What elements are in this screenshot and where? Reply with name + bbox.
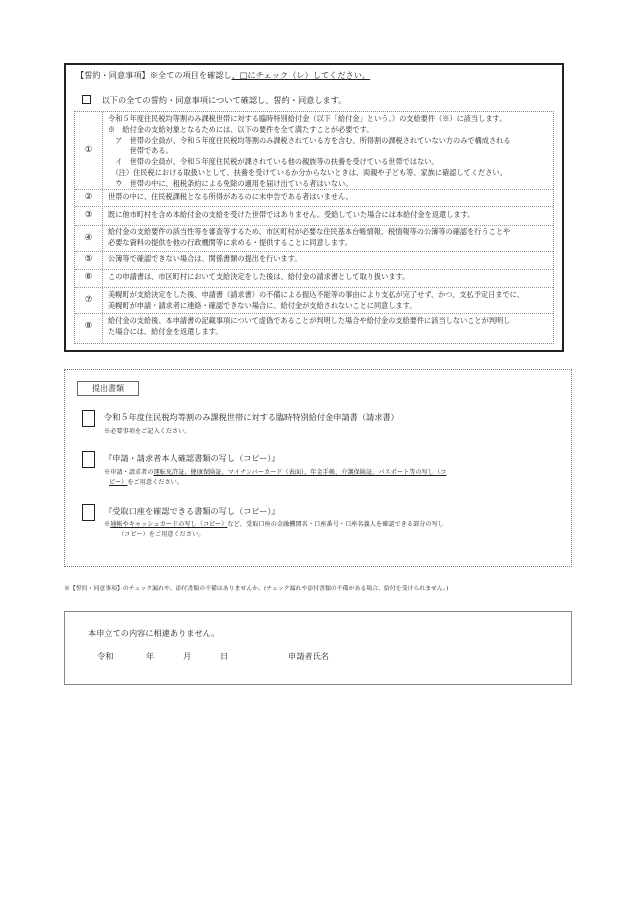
item-2-text: 世帯の中に、住民税課税となる所得があるのに未申告である者はいません。 xyxy=(108,192,353,201)
row-divider xyxy=(75,269,553,270)
agree-row[interactable] xyxy=(82,94,346,106)
row-divider xyxy=(75,225,553,226)
item-6-text: この申請書は、市区町村において支給決定をした後は、給付金の請求書として取り扱います。 xyxy=(108,272,410,281)
document-2-note-2 xyxy=(109,478,183,488)
document-3-title: 『受取口座を確認できる書類の写し（コピー）』 xyxy=(104,506,280,516)
column-divider xyxy=(102,112,103,343)
row-divider xyxy=(75,189,553,190)
year-label: 年 xyxy=(146,651,155,661)
item-line: （注）住民税における取扱いとして、扶養を受けているか分からないときは、両親や子ども等、家族に確認してください。 xyxy=(108,167,507,177)
item-number: ⑦ xyxy=(84,295,93,305)
document-1-title: 令和５年度住民税均等割のみ課税世帯に対する臨時特別給付金申請書（請求書） xyxy=(104,412,399,422)
note-underlined: 運転免許証、健康保険証、マイナンバーカード（表面）、年金手帳、介護保険証、パスポート等の写し（コ xyxy=(153,469,447,476)
agree-checkbox[interactable] xyxy=(82,95,91,104)
item-line: イ 世帯の全員が、令和５年度住民税が課されている他の親族等の扶養を受けている世帯ではない。 xyxy=(108,157,439,167)
item-7-text xyxy=(108,290,524,312)
row-divider xyxy=(75,313,553,314)
item-line: た場合には、給付金を返還します。 xyxy=(108,326,223,336)
item-4-text xyxy=(108,227,510,249)
document-3-checkbox[interactable] xyxy=(82,504,95,521)
item-number: ⑧ xyxy=(84,321,93,331)
item-8-text xyxy=(108,316,510,338)
item-1-text xyxy=(108,114,511,190)
applicant-name-field[interactable] xyxy=(340,645,540,663)
note-underlined: 通帳やキャッシュカードの写し（コピー） xyxy=(110,521,228,528)
item-5-text: 公簿等で確認できない場合は、関係書類の提出を行います。 xyxy=(108,254,302,263)
consent-heading-underlined: 、□にチェック（レ）してください。 xyxy=(231,70,371,80)
item-line: 美幌町が申請・請求者に連絡・確認できない場合に、給付金が支給されないことに同意します。 xyxy=(108,300,417,310)
documents-tag: 提出書類 xyxy=(77,381,139,396)
item-number: ② xyxy=(84,192,93,202)
row-divider xyxy=(75,251,553,252)
consent-heading-instruction: ※全ての項目を確認し xyxy=(149,70,232,80)
note-text: ※申請・請求者の xyxy=(104,469,154,476)
day-label: 日 xyxy=(220,651,229,661)
document-3-note xyxy=(104,520,444,530)
item-line: ア 世帯の全員が、令和５年度住民税均等割のみ課税されている方を含む、所得割の課税されていない方のみで構成される xyxy=(108,135,511,145)
note-text: をご用意ください。 xyxy=(127,479,184,486)
note-text: など、受取口座の金融機関名・口座番号・口座名義人を確認できる部分の写し xyxy=(227,521,444,528)
item-line: 必要な資料の提供を他の行政機関等に求める・提供することに同意します。 xyxy=(108,237,352,247)
row-divider xyxy=(75,287,553,288)
item-line: 世帯である。 xyxy=(108,146,173,156)
document-2-checkbox[interactable] xyxy=(82,451,95,468)
document-2-title: 『申請・請求者本人確認書類の写し（コピー）』 xyxy=(104,453,280,463)
item-line: 給付金の支給要件の該当性等を審査等するため、市区町村が必要な住民基本台帳情報、税情報等の公簿等の確認を行うことや xyxy=(108,227,511,236)
consent-items-table xyxy=(74,111,554,344)
document-1-note: ※必要事項をご記入ください。 xyxy=(104,428,191,435)
item-number: ④ xyxy=(84,233,93,243)
declaration-statement: 本申立ての内容に相違ありません。 xyxy=(88,628,220,638)
footnote: ※【誓約・同意事項】のチェック漏れや、添付書類の不備はありませんか。(チェック漏れや添付書類の不備がある場合、給付を受けられません。) xyxy=(64,586,449,592)
item-number: ⑤ xyxy=(84,254,93,264)
note-text: ※ xyxy=(104,521,111,528)
item-line: ※ 給付金の支給対象となるためには、以下の要件を全て満たすことが必要です。 xyxy=(108,124,374,134)
era-label: 令和 xyxy=(97,651,114,661)
item-number: ① xyxy=(84,145,93,155)
item-line: 給付金の支給後、本申請書の記載事項について虚偽であることが判明した場合や給付金の支給要件に該当しないことが判明し xyxy=(108,316,511,325)
item-line: ウ 世帯の中に、租税条約による免除の適用を届け出ている者はいない。 xyxy=(108,178,353,188)
agree-label: 以下の全ての誓約・同意事項について確認し、誓約・同意します。 xyxy=(101,95,347,105)
item-number: ③ xyxy=(84,210,93,220)
consent-heading-label: 【誓約・同意事項】 xyxy=(76,70,150,80)
item-number: ⑥ xyxy=(84,272,93,282)
row-divider xyxy=(75,206,553,207)
item-line: 美幌町が支給決定をした後、申請書（請求書）の不備による振込不能等の事由により支払が完了せず、かつ、支払予定日までに、 xyxy=(108,290,525,299)
document-3-note-2: （コピー）をご用意ください。 xyxy=(118,531,205,538)
document-1-checkbox[interactable] xyxy=(82,410,95,427)
item-3-text: 既に他市町村を含め本給付金の支給を受けた世帯ではありません。受給していた場合には本給付金を返還します。 xyxy=(108,210,475,219)
note-underlined: ピー） xyxy=(109,479,128,486)
month-label: 月 xyxy=(183,651,192,661)
item-line: 令和５年度住民税均等割のみ課税世帯に対する臨時特別給付金（以下「給付金」という。）の支給要件（※）に該当します。 xyxy=(108,114,507,123)
consent-heading xyxy=(76,69,370,81)
applicant-name-label: 申請者氏名 xyxy=(288,651,329,661)
document-2-note xyxy=(104,468,446,478)
